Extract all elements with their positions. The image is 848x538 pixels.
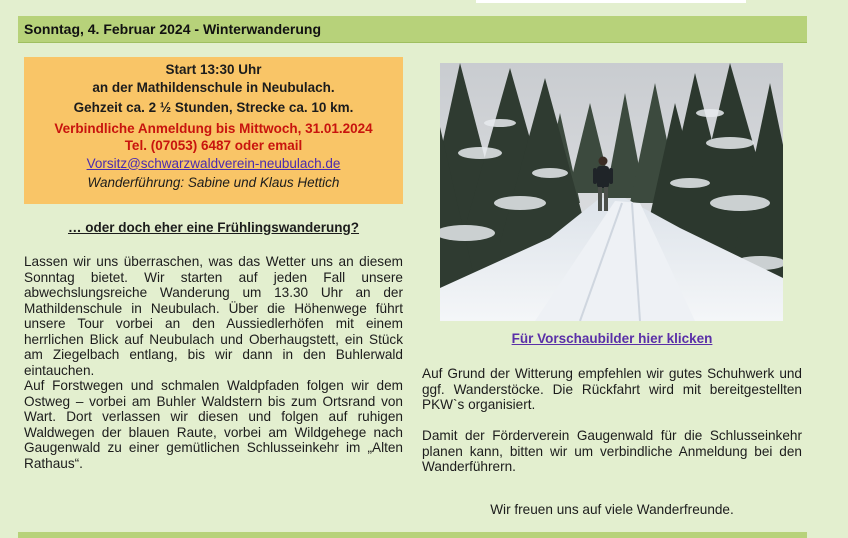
paragraph: Lassen wir uns überraschen, was das Wetter uns an diesem Sonntag bietet. Wir starten auf jeden Fall unsere abwechslungsreiche Wanderung um 13.30 Uhr an der Mathildenschule in Neubulach. Über die Höhenwege führt unsere Tour vorbei an den Aussiedlerhöfen mit einem herrlichen Blick auf Neubulach und Oberhaugstett, ein Stück am Ziegelbach entlang, bis wir dann in den Buhlerwald eintauchen. — [24, 254, 403, 378]
top-strip — [476, 0, 746, 3]
bottom-bar — [18, 532, 807, 538]
closing-line: Wir freuen uns auf viele Wanderfreunde. — [490, 502, 734, 517]
start-location: an der Mathildenschule in Neubulach. — [92, 79, 335, 95]
section-subheading: … oder doch eher eine Frühlingswanderung? — [67, 220, 360, 235]
thumbnail-gallery-link[interactable]: Für Vorschaubilder hier klicken — [511, 331, 713, 346]
left-text-column — [24, 254, 403, 471]
duration-distance: Gehzeit ca. 2 ½ Stunden, Strecke ca. 10 km. — [73, 100, 354, 115]
paragraph: Damit der Förderverein Gaugenwald für die Schlusseinkehr planen kann, bitten wir um verbindliche Anmeldung bei den Wanderführern. — [422, 428, 802, 474]
paragraph: Auf Forstwegen und schmalen Waldpfaden folgen wir dem Ostweg – vorbei am Buhler Waldstern bis zum Ortsrand von Wart. Dort verlassen wir diesen und folgen auf ruhigen Waldwegen der blauen Raute, vorbei am Wildgehege nach Gaugenwald zu einer gemütlichen Schlusseinkehr im „Alten Rathaus“. — [24, 378, 403, 471]
email-link[interactable]: Vorsitz@schwarzwaldverein-neubulach.de — [86, 155, 341, 171]
event-title-bar — [18, 16, 807, 43]
paragraph: Auf Grund der Witterung empfehlen wir gutes Schuhwerk und ggf. Wanderstöcke. Die Rückfahrt wird mit bereitgestellten PKW`s organisiert. — [422, 366, 802, 412]
phone-contact: Tel. (07053) 6487 oder email — [124, 138, 303, 153]
start-time: Start 13:30 Uhr — [165, 62, 262, 77]
right-text-column — [422, 366, 802, 490]
event-title: Sonntag, 4. Februar 2024 - Winterwanderung — [24, 21, 322, 37]
winter-hike-photo[interactable] — [440, 63, 783, 321]
hike-guides: Wanderführung: Sabine und Klaus Hettich — [87, 175, 340, 190]
registration-deadline: Verbindliche Anmeldung bis Mittwoch, 31.01.2024 — [54, 120, 373, 136]
event-info-box — [24, 57, 403, 204]
